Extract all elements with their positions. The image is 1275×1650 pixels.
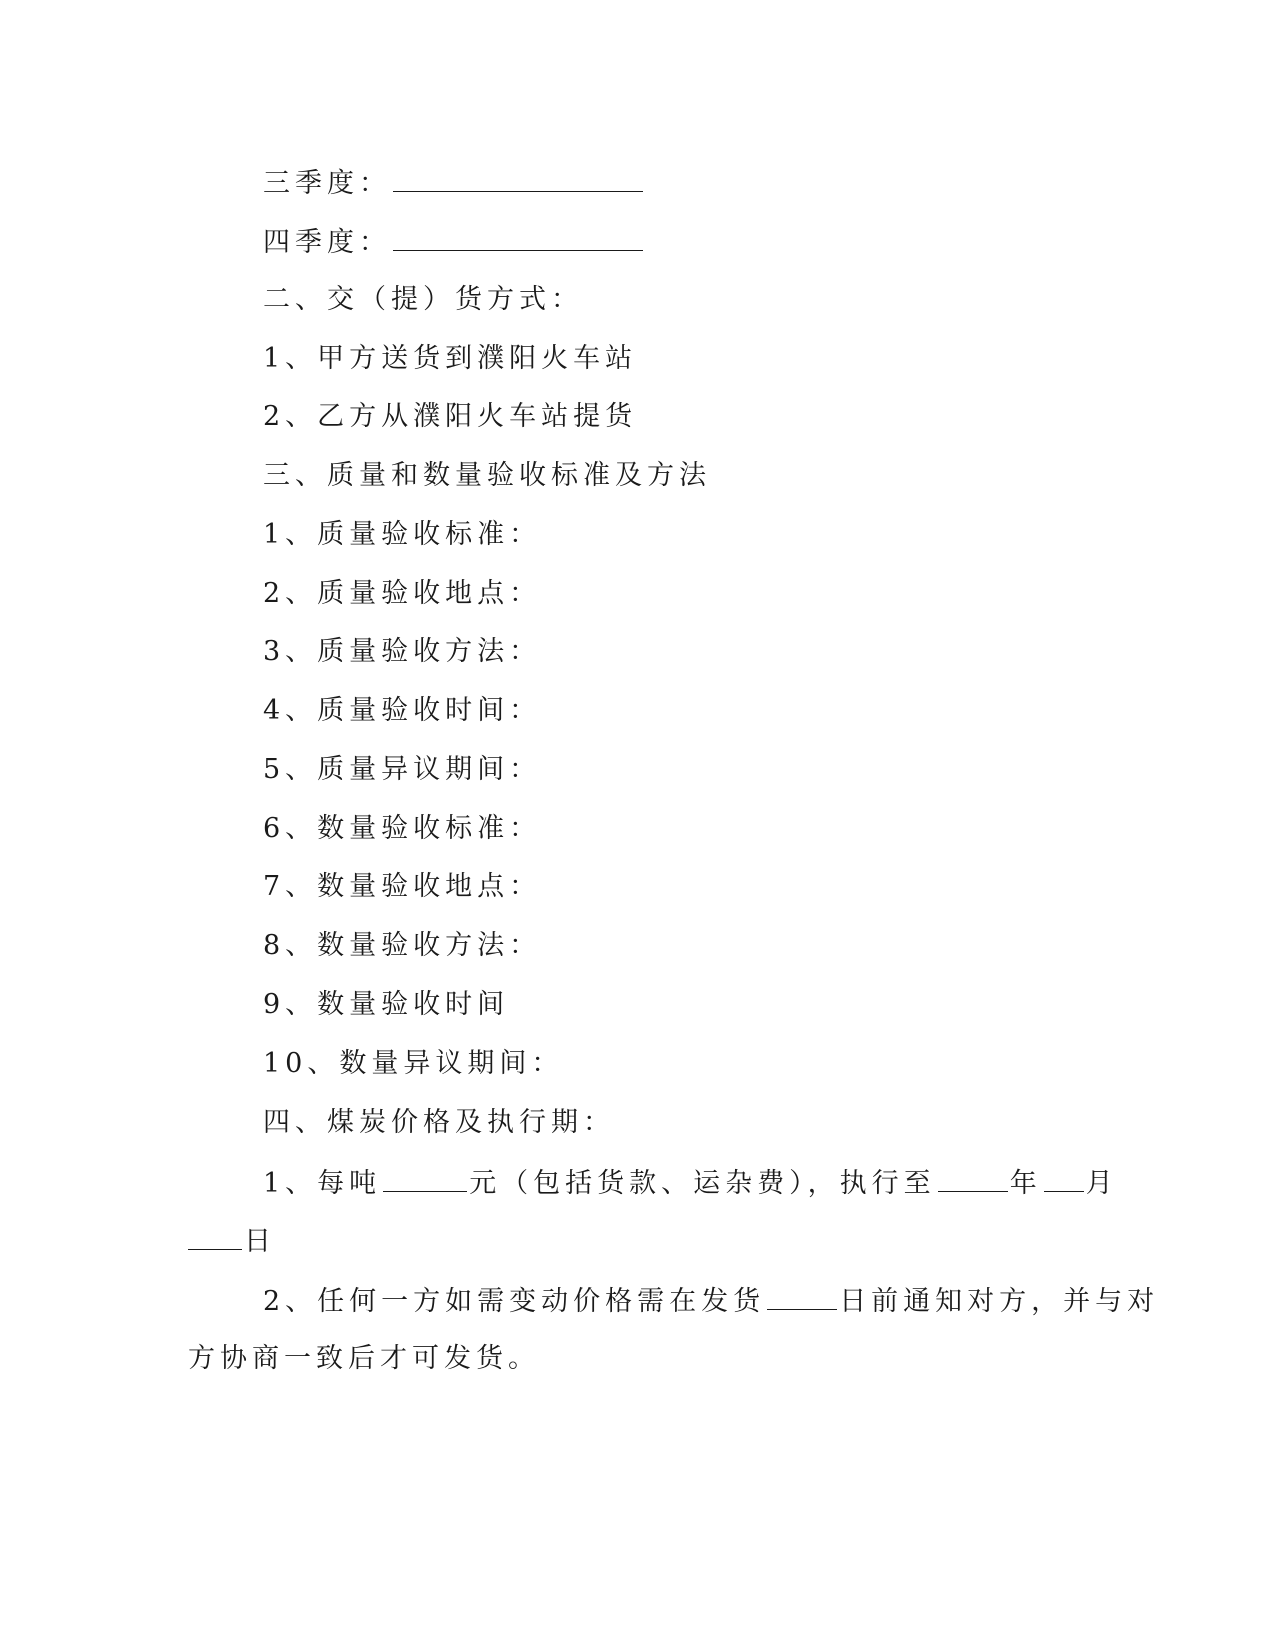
notice-note: 日前通知对方，并与对 [839,1286,1160,1317]
month-label: 月 [1085,1168,1118,1199]
day-label: 日 [244,1226,276,1257]
section3-item-7: 7、数量验收地点： [263,871,542,902]
year-label: 年 [1009,1168,1042,1199]
q3-blank[interactable] [393,165,643,192]
section3-heading: 三、质量和数量验收标准及方法 [263,460,711,491]
price-per-ton-blank[interactable] [383,1165,467,1192]
section4-heading: 四、煤炭价格及执行期： [263,1107,615,1138]
price-note: 元（包括货款、运杂费），执行至 [469,1168,936,1199]
section2-item-2: 2、乙方从濮阳火车站提货 [263,401,638,432]
expiry-month-blank[interactable] [1044,1165,1084,1192]
section3-item-1: 1、质量验收标准： [263,519,542,550]
q4-label: 四季度： [263,227,391,258]
section3-item-9: 9、数量验收时间 [263,989,510,1020]
section2-item-1: 1、甲方送货到濮阳火车站 [263,343,638,374]
section3-item-10: 10、数量异议期间： [263,1048,564,1079]
section3-item-8: 8、数量验收方法： [263,930,542,961]
section4-item2-cont: 方协商一致后才可发货。 [188,1343,540,1374]
section4-item2 [263,1283,1159,1319]
q3-line [263,165,645,201]
section3-item-4: 4、质量验收时间： [263,695,542,726]
section4-item1 [263,1165,1118,1201]
q4-line [263,224,645,260]
expiry-day-blank[interactable] [188,1223,242,1250]
q3-label: 三季度： [263,168,391,199]
notice-label: 2、任何一方如需变动价格需在发货 [263,1286,766,1317]
notice-days-blank[interactable] [767,1283,837,1310]
price-label: 1、每吨 [263,1168,382,1199]
section3-item-6: 6、数量验收标准： [263,813,542,844]
section3-item-2: 2、质量验收地点： [263,578,542,609]
q4-blank[interactable] [393,224,643,251]
expiry-year-blank[interactable] [938,1165,1008,1192]
section4-item1-cont [188,1223,276,1259]
section3-item-3: 3、质量验收方法： [263,636,542,667]
section2-heading: 二、交（提）货方式： [263,284,583,315]
section3-item-5: 5、质量异议期间： [263,754,542,785]
